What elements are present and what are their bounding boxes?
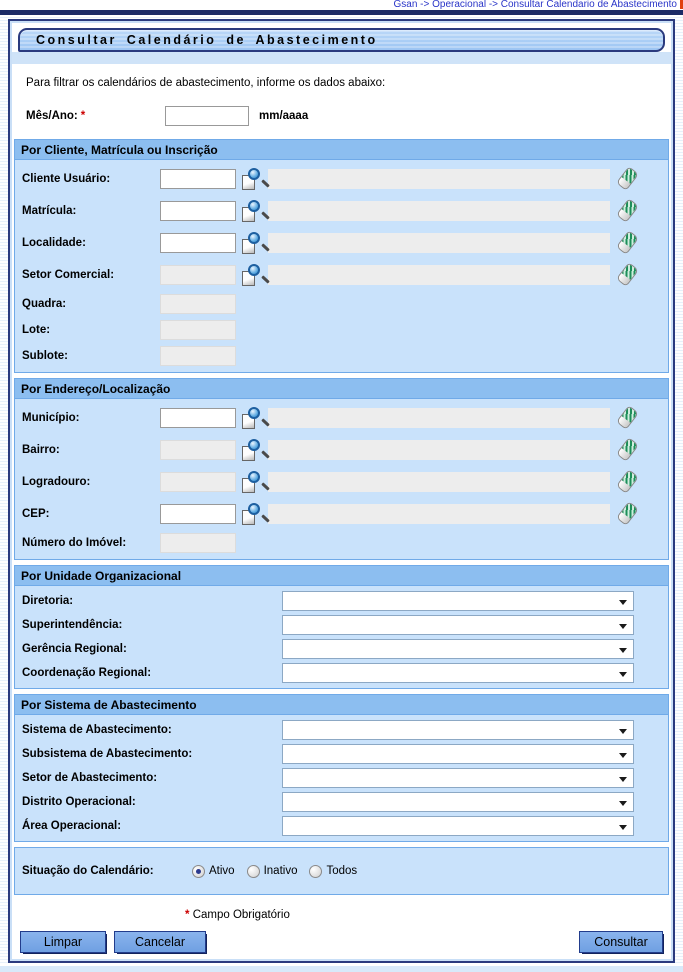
section-sistema	[14, 694, 669, 842]
coordenacao-regional-row	[16, 661, 664, 685]
eraser-icon[interactable]	[616, 262, 640, 288]
top-strip	[0, 0, 683, 10]
cliente-usuario-input[interactable]	[160, 169, 236, 189]
superintendencia-label: Superintendência:	[22, 619, 123, 631]
sistema-abastecimento-select[interactable]	[282, 720, 634, 740]
area-operacional-label: Área Operacional:	[22, 820, 122, 832]
diretoria-label: Diretoria:	[22, 595, 74, 607]
subsistema-abastecimento-label: Subsistema de Abastecimento:	[22, 748, 193, 760]
radio-inativo-label[interactable]: Inativo	[263, 865, 298, 877]
limpar-button[interactable]: Limpar	[20, 931, 106, 953]
section-cliente-body	[15, 160, 668, 372]
distrito-operacional-select[interactable]	[282, 792, 634, 812]
matricula-row	[16, 195, 664, 227]
button-row	[20, 931, 663, 953]
bairro-label: Bairro:	[22, 444, 60, 456]
municipio-display	[268, 408, 610, 428]
required-note	[182, 909, 669, 921]
distrito-operacional-label: Distrito Operacional:	[22, 796, 136, 808]
municipio-label: Município:	[22, 412, 80, 424]
radio-todos-label[interactable]: Todos	[326, 865, 358, 877]
search-icon[interactable]	[240, 470, 266, 494]
section-unidade-title: Por Unidade Organizacional	[15, 566, 668, 586]
radio-ativo-label[interactable]: Ativo	[209, 865, 235, 877]
localidade-label: Localidade:	[22, 237, 86, 249]
radio-todos[interactable]	[309, 865, 322, 878]
sublote-input	[160, 346, 236, 366]
section-endereco	[14, 378, 669, 560]
setor-comercial-label: Setor Comercial:	[22, 269, 115, 281]
setor-comercial-display	[268, 265, 610, 285]
diretoria-select[interactable]	[282, 591, 634, 611]
numero-imovel-input	[160, 533, 236, 553]
section-sistema-body	[15, 715, 668, 841]
title-wrap	[12, 23, 671, 52]
localidade-display	[268, 233, 610, 253]
eraser-icon[interactable]	[616, 166, 640, 192]
municipio-input[interactable]	[160, 408, 236, 428]
required-note-mark: *	[185, 909, 190, 921]
required-note-text: Campo Obrigatório	[192, 909, 290, 921]
section-endereco-body	[15, 399, 668, 559]
quadra-row	[16, 291, 664, 317]
section-endereco-title: Por Endereço/Localização	[15, 379, 668, 399]
logradouro-input	[160, 472, 236, 492]
mesano-hint: mm/aaaa	[259, 110, 309, 122]
sublote-label: Sublote:	[22, 350, 68, 362]
setor-abastecimento-select[interactable]	[282, 768, 634, 788]
setor-abastecimento-row	[16, 766, 664, 790]
mesano-required-mark: *	[80, 110, 86, 122]
bottom-strip	[0, 966, 683, 972]
mesano-row	[20, 105, 665, 127]
gerencia-regional-select[interactable]	[282, 639, 634, 659]
matricula-display	[268, 201, 610, 221]
gerencia-regional-label: Gerência Regional:	[22, 643, 127, 655]
cep-display	[268, 504, 610, 524]
distrito-operacional-row	[16, 790, 664, 814]
diretoria-row	[16, 589, 664, 613]
radio-ativo[interactable]	[192, 865, 205, 878]
mesano-input[interactable]	[165, 106, 249, 126]
top-navy-bar	[0, 10, 683, 17]
eraser-icon[interactable]	[616, 469, 640, 495]
eraser-icon[interactable]	[616, 501, 640, 527]
eraser-icon[interactable]	[616, 405, 640, 431]
bairro-input	[160, 440, 236, 460]
panel-inner	[10, 21, 673, 961]
numero-imovel-label: Número do Imóvel:	[22, 537, 127, 549]
setor-comercial-input	[160, 265, 236, 285]
main-panel	[8, 19, 675, 963]
section-unidade-body	[15, 586, 668, 688]
section-sistema-title: Por Sistema de Abastecimento	[15, 695, 668, 715]
form-content	[12, 77, 671, 953]
eraser-icon[interactable]	[616, 437, 640, 463]
quadra-label: Quadra:	[22, 298, 67, 310]
coordenacao-regional-label: Coordenação Regional:	[22, 667, 152, 679]
cancelar-button[interactable]: Cancelar	[114, 931, 206, 953]
logradouro-label: Logradouro:	[22, 476, 91, 488]
localidade-row	[16, 227, 664, 259]
gerencia-regional-row	[16, 637, 664, 661]
numero-imovel-row	[16, 530, 664, 556]
mesano-label	[20, 110, 165, 122]
subsistema-abastecimento-row	[16, 742, 664, 766]
section-unidade	[14, 565, 669, 689]
matricula-label: Matrícula:	[22, 205, 77, 217]
lote-label: Lote:	[22, 324, 51, 336]
logradouro-display	[268, 472, 610, 492]
section-cliente-title: Por Cliente, Matrícula ou Inscrição	[15, 140, 668, 160]
section-situacao-body	[15, 848, 668, 894]
bairro-row	[16, 434, 664, 466]
section-cliente	[14, 139, 669, 373]
cep-label: CEP:	[22, 508, 50, 520]
bairro-display	[268, 440, 610, 460]
search-icon[interactable]	[240, 167, 266, 191]
sublote-row	[16, 343, 664, 369]
consultar-button[interactable]: Consultar	[579, 931, 663, 953]
cliente-usuario-row	[16, 163, 664, 195]
superintendencia-select[interactable]	[282, 615, 634, 635]
situacao-row	[16, 851, 664, 891]
setor-comercial-row	[16, 259, 664, 291]
instruction-text: Para filtrar os calendários de abastecimento, informe os dados abaixo:	[26, 77, 386, 89]
lote-input	[160, 320, 236, 340]
matricula-input[interactable]	[160, 201, 236, 221]
cliente-usuario-label: Cliente Usuário:	[22, 173, 111, 185]
lote-row	[16, 317, 664, 343]
area-operacional-row	[16, 814, 664, 838]
localidade-input[interactable]	[160, 233, 236, 253]
setor-abastecimento-label: Setor de Abastecimento:	[22, 772, 158, 784]
cliente-usuario-display	[268, 169, 610, 189]
search-icon[interactable]	[240, 406, 266, 430]
radio-inativo[interactable]	[247, 865, 260, 878]
quadra-input	[160, 294, 236, 314]
cep-row	[16, 498, 664, 530]
area-operacional-select[interactable]	[282, 816, 634, 836]
superintendencia-row	[16, 613, 664, 637]
coordenacao-regional-select[interactable]	[282, 663, 634, 683]
title-underlay	[12, 52, 671, 64]
search-icon[interactable]	[240, 199, 266, 223]
municipio-row	[16, 402, 664, 434]
eraser-icon[interactable]	[616, 230, 640, 256]
search-icon[interactable]	[240, 263, 266, 287]
search-icon[interactable]	[240, 502, 266, 526]
breadcrumb[interactable]: Gsan -> Operacional -> Consultar Calendario de Abastecimento	[393, 0, 677, 10]
search-icon[interactable]	[240, 438, 266, 462]
section-situacao	[14, 847, 669, 895]
mesano-label-text: Mês/Ano:	[26, 110, 78, 122]
logradouro-row	[16, 466, 664, 498]
subsistema-abastecimento-select[interactable]	[282, 744, 634, 764]
sistema-abastecimento-row	[16, 718, 664, 742]
eraser-icon[interactable]	[616, 198, 640, 224]
sistema-abastecimento-label: Sistema de Abastecimento:	[22, 724, 172, 736]
page-title: Consultar Calendário de Abastecimento	[18, 28, 665, 52]
situacao-label: Situação do Calendário:	[22, 865, 154, 877]
page-background	[0, 17, 683, 963]
search-icon[interactable]	[240, 231, 266, 255]
cep-input[interactable]	[160, 504, 236, 524]
